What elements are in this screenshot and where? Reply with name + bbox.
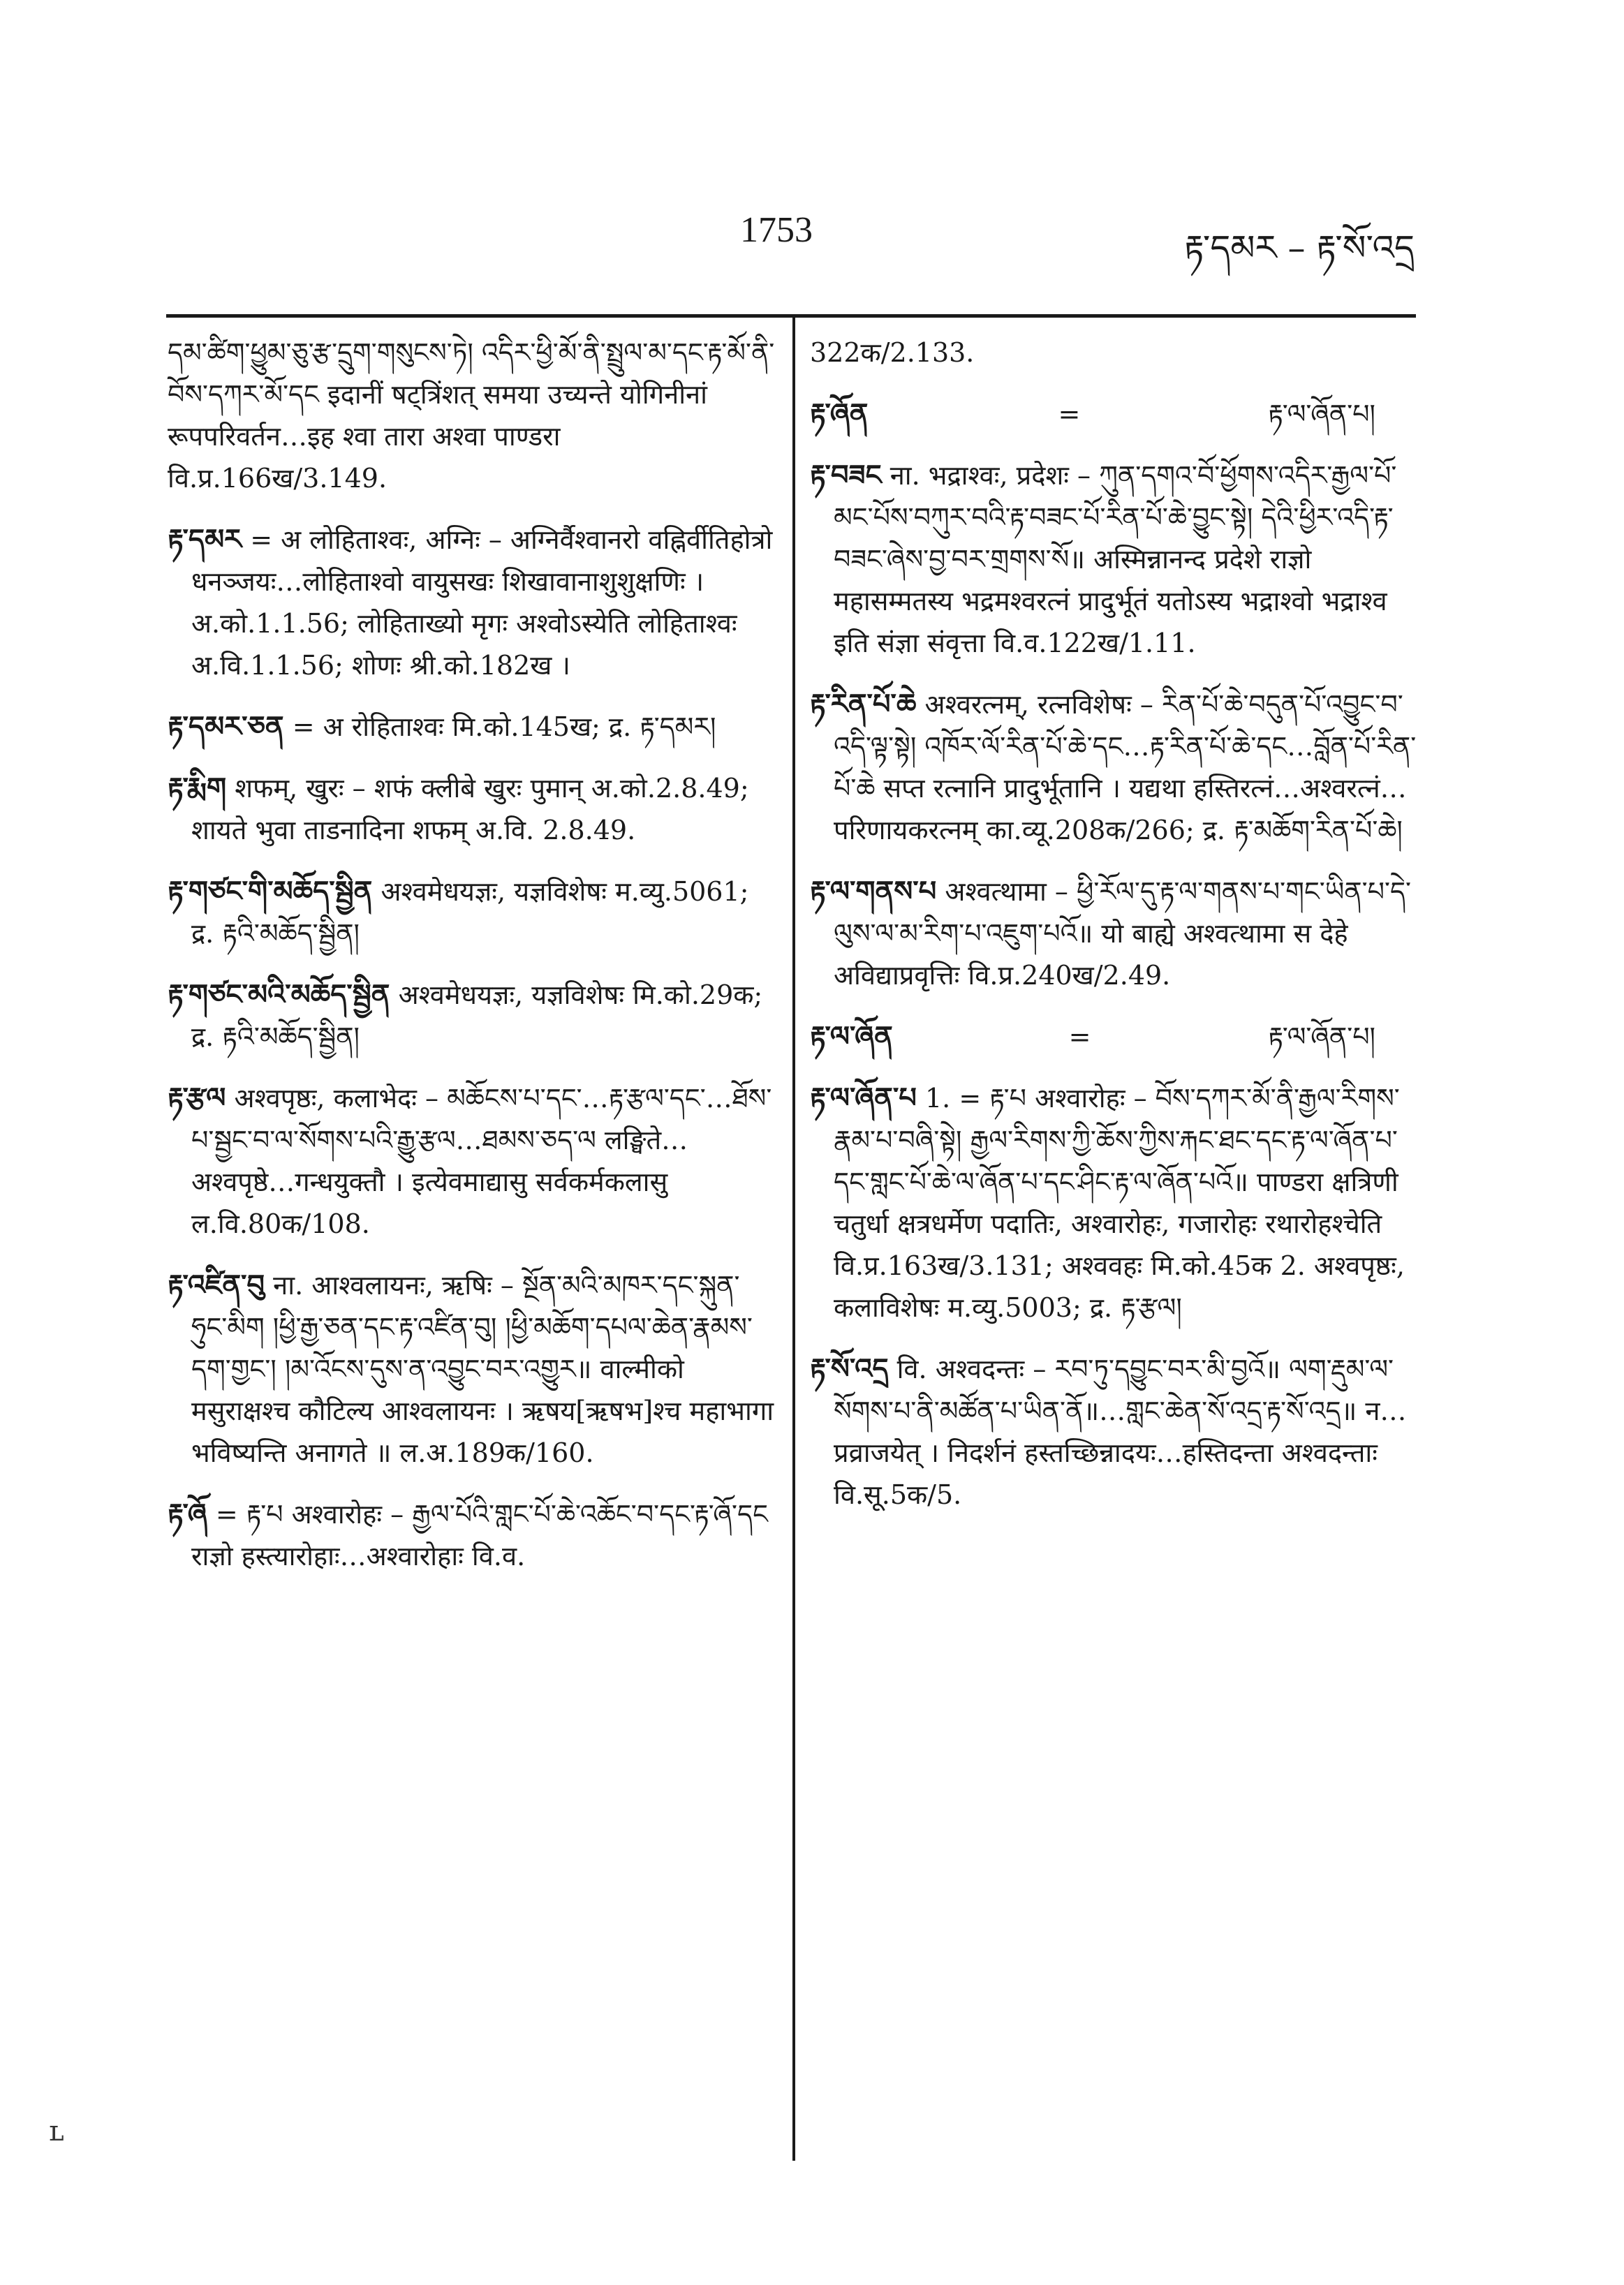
headword: རྟ་དམར <box>168 523 242 556</box>
dictionary-entry <box>168 1077 775 1245</box>
headword: རྟ་རིན་པོ་ཆེ <box>810 688 917 720</box>
headword: རྟ་རྩལ <box>168 1081 226 1114</box>
cross-reference-target: རྟ་ལ་ཞོན་པ། <box>1268 1021 1375 1052</box>
right-column <box>810 332 1417 1535</box>
definition: ना. आश्वलायनः, ऋषिः – སྔོན་མའི་མཁར་དང་སྐུན་ཧུང་མིག །ཕྱི་རྒྱ་ཅན་དང་རྟ་འཛིན་བུ། །ཕྱི་མཆོག་དཔལ་ཆེན་རྣམས་དག་གྱང་། །མ་འོངས་དུས་ན་འབྱུང་བར་འགྱུར॥ वाल्मीको मसुराक्षश्च कौटिल्य आश्वलायनः । ऋषय[ऋषभ]श्च महाभागा भविष्यन्ति अनागते ॥ ल.अ.189क/160. <box>191 1270 774 1468</box>
headword: རྟ་བཟང <box>810 459 882 491</box>
dictionary-entry <box>810 454 1417 664</box>
definition: वि. अश्वदन्तः – རབ་ཏུ་དབྱུང་བར་མི་བྱའོ॥ ལག་རྡུམ་ལ་སོགས་པ་ནི་མཚོན་པ་ཡིན་ནོ॥…གླང་ཆེན་སོ་འདྲ་རྟ་སོ་འདྲ॥ न…प्रव्राजयेत् । निदर्शनं हस्तच्छिन्नादयः…हस्तिदन्ता अश्वदन्ताः वि.सू.5क/5. <box>834 1354 1407 1510</box>
cross-reference-target: རྟ་ལ་ཞོན་པ། <box>1268 399 1375 429</box>
definition: = अ रोहिताश्वः मि.को.145ख; द्र. རྟ་དམར། <box>292 711 716 742</box>
cross-reference-entry: རྟ་ལ་ཞོན = རྟ་ལ་ཞོན་པ། <box>810 1016 1417 1058</box>
headword: རྟ་འཛིན་བུ <box>168 1269 265 1301</box>
cross-reference-entry: རྟ་ཞོན = རྟ་ལ་ཞོན་པ། <box>810 393 1417 435</box>
dictionary-entry <box>810 1348 1417 1516</box>
definition: = अ लोहिताश्वः, अग्निः – अग्निर्वैश्वानरो वह्निर्वीतिहोत्रो धनञ्जयः…लोहिताश्वो वायुसखः शिखावानाशुशुक्षणिः । अ.को.1.1.56; लोहिताख्यो मृगः अश्वोऽस्येति लोहिताश्वः अ.वि.1.1.56; शोणः श्री.को.182ख । <box>191 524 773 681</box>
headword: རྟ་རྨིག <box>168 771 227 804</box>
scan-corner-mark: ʟ <box>49 2115 64 2147</box>
definition: अश्वपृष्ठः, कलाभेदः – མཆོངས་པ་དང་…རྟ་རྩལ་དང་…ཐོས་པ་སྦྱང་བ་ལ་སོགས་པའི་རྒྱུ་རྩལ…ཐམས་ཅད་ལ लङ्घिते…अश्वपृष्ठे…गन्धयुक्तौ । इत्येवमाद्यासु सर्वकर्मकलासु ल.वि.80क/108. <box>191 1083 772 1239</box>
dictionary-entry <box>168 767 775 851</box>
headword: རྟ་གཙང་གི་མཆོད་སྦྱིན <box>168 875 373 908</box>
right-continuation: 322क/2.133. <box>810 337 975 368</box>
page-number: 1753 <box>740 210 813 250</box>
dictionary-entry <box>168 706 775 748</box>
definition: 1. = རྟ་པ अश्वारोहः – བོས་དཀར་མོ་ནི་རྒྱལ་རིགས་རྣམ་པ་བཞི་སྟེ། རྒྱལ་རིགས་ཀྱི་ཆོས་ཀྱིས་རྐང་ཐང་དང་རྟ་ལ་ཞོན་པ་དང་གླང་པོ་ཆེ་ལ་ཞོན་པ་དང་ཤིང་རྟ་ལ་ཞོན་པའོ॥ पाण्डरा क्षत्रिणी चतुर्धा क्षत्रधर्मेण पदातिः, अश्वारोहः, गजारोहः रथारोहश्चेति वि.प्र.163ख/3.131; अश्ववहः मि.को.45क 2. अश्वपृष्ठः, कलाविशेषः म.व्यु.5003; द्र. རྟ་རྩལ། <box>834 1083 1405 1323</box>
headword: རྟ་ཞོ <box>168 1498 207 1530</box>
dictionary-entry <box>168 871 775 954</box>
definition: = རྟ་པ अश्वारोहः – རྒྱལ་པོའི་གླང་པོ་ཆེ་འཆོང་བ་དང་རྟ་ཞོ་དང राज्ञो हस्त्यारोहाः…अश्वारोहाः वि.व. <box>191 1499 768 1572</box>
definition: अश्वमेधयज्ञः, यज्ञविशेषः म.व्यु.5061; द्र. རྟའི་མཆོད་སྦྱིན། <box>191 876 749 949</box>
dictionary-entry <box>168 1493 775 1577</box>
definition: अश्वरत्नम्, रत्नविशेषः – རིན་པོ་ཆེ་བདུན་པོ་འབྱུང་བ་འདི་ལྟ་སྟེ། འཁོར་ལོ་རིན་པོ་ཆེ་དང…རྟ་རིན་པོ་ཆེ་དང…བློན་པོ་རིན་པོ་ཆེ सप्त रत्नानि प्रादुर्भूतानि । यद्यथा हस्तिरत्नं…अश्वरत्नं…परिणायकरत्नम् का.व्यू.208क/266; द्र. རྟ་མཆོག་རིན་པོ་ཆེ། <box>834 689 1417 845</box>
dictionary-entry <box>810 1077 1417 1329</box>
definition: अश्वमेधयज्ञः, यज्ञविशेषः मि.को.29क; द्र. རྟའི་མཆོད་སྦྱིན། <box>191 979 763 1052</box>
definition: ना. भद्राश्वः, प्रदेशः – ཀུན་དགའ་བོ་ཕྱོགས་འདིར་རྒྱལ་པོ་མང་པོས་བཀུར་བའི་རྟ་བཟང་པོ་རིན་པོ་ཆེ་བྱུང་སྟེ། དེའི་ཕྱིར་འདི་རྟ་བཟང་ཞེས་བྱ་བར་གྲགས་སོ॥ अस्मिन्नानन्द प्रदेशे राज्ञो महासम्मतस्य भद्रमश्वरत्नं प्रादुर्भूतं यतोऽस्य भद्राश्वो भद्राश्व इति संज्ञा संवृत्ता वि.व.122ख/1.11. <box>834 460 1397 658</box>
headword: རྟ་ལ་ཞོན་པ <box>810 1081 917 1114</box>
headword: རྟ་སོ་འདྲ <box>810 1352 889 1385</box>
dictionary-entry <box>168 974 775 1058</box>
dictionary-entry <box>168 519 775 686</box>
column-divider <box>792 318 795 2161</box>
definition: शफम्, खुरः – शफं क्लीबे खुरः पुमान् अ.को.2.8.49; शायते भुवा ताडनादिना शफम् अ.वि. 2.8.49. <box>191 773 749 845</box>
headword: རྟ་ལ་གནས་པ <box>810 875 937 908</box>
definition: अश्वत्थामा – ཕྱི་རོལ་དུ་རྟ་ལ་གནས་པ་གང་ཡིན་པ་དེ་ལུས་ལ་མ་རིག་པ་འཇུག་པའོ॥ यो बाह्ये अश्वत्थामा स देहे अविद्याप्रवृत्तिः वि.प्र.240ख/2.49. <box>834 876 1411 991</box>
left-continuation: དམ་ཚིག་ཕྱུམ་ཅུ་རྩ་དྲུག་གསུངས་ཏེ། འདིར་ཕྱི་མོ་ནི་སྤྲུལ་མ་དང་རྟ་མོ་ནི་བོས་དཀར་མོ་དང इदानीं षट्त्रिंशत् समया उच्यन्ते योगिनीनां रूपपरिवर्तन…इह श्वा तारा अश्वा पाण्डरा वि.प्र.166ख/3.149. <box>168 337 775 494</box>
running-head: རྟ་དམར – རྟ་སོ་འདྲ <box>1184 228 1415 268</box>
headword: རྟ་ལ་ཞོན <box>810 1020 893 1053</box>
dictionary-entry <box>810 683 1417 851</box>
top-rule <box>166 314 1416 318</box>
headword: རྟ་དམར་ཅན <box>168 710 284 743</box>
dictionary-entry <box>168 1264 775 1474</box>
headword: རྟ་ཞོན <box>810 397 869 430</box>
dictionary-entry <box>810 871 1417 996</box>
left-column <box>168 332 775 1597</box>
headword: རྟ་གཙང་མའི་མཆོད་སྦྱིན <box>168 978 390 1011</box>
